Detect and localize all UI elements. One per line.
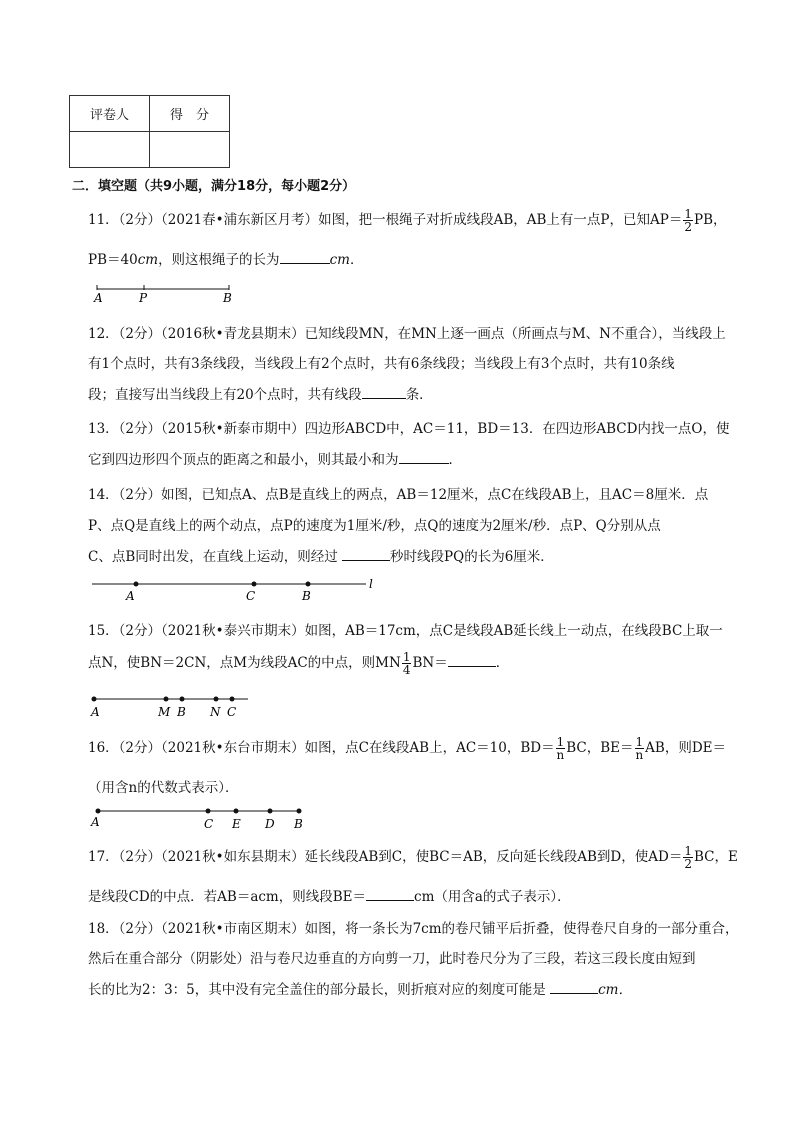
q16-point-b [297, 809, 302, 814]
q16-text-2: （用含n的代数式表示）． [88, 780, 239, 796]
q15-label-m: M [158, 705, 171, 719]
grader-header: 评卷人 [70, 96, 150, 132]
question-16 [88, 734, 728, 804]
question-13 [88, 417, 728, 477]
q14-label-b: B [302, 589, 311, 603]
score-header: 得 分 [150, 96, 230, 132]
q16-text-1c: AB，则DE＝ [645, 740, 727, 756]
q15-figure [88, 692, 258, 720]
q15-text-2c: ． [495, 655, 510, 671]
q15-label-n: N [210, 705, 221, 719]
q11-figure [88, 282, 248, 306]
q11-fraction: $\frac{1}{2}$ [684, 207, 692, 234]
q15-text-2b: BN＝ [412, 655, 448, 671]
question-18 [88, 917, 739, 1007]
q12-text-3a: 段；直接写出当线段上有20个点时，共有线段 [88, 387, 362, 403]
q16-text-1a: 16．（2分）（2021秋•东台市期末）如图，点C在线段AB上，AC＝10，BD＝ [88, 740, 555, 756]
q14-figure [88, 576, 388, 604]
q14-label-c: C [246, 589, 256, 603]
question-15 [88, 619, 728, 689]
q15-answer-blank[interactable] [448, 654, 496, 667]
q15-text-2a: 点N，使BN＝2CN，点M为线段AC的中点，则MN [88, 655, 401, 671]
q15-point-n [214, 697, 219, 702]
q15-label-b: B [177, 705, 186, 719]
q18-answer-blank[interactable] [550, 981, 598, 994]
q18-text-2: 然后在重合部分（阴影处）沿与卷尺边垂直的方向剪一刀，此时卷尺分为了三段，若这三段长度由短到 [88, 951, 696, 967]
question-14 [88, 483, 728, 573]
q11-unit-b: cm [329, 252, 350, 268]
q14-point-c [252, 582, 257, 587]
q16-figure [88, 803, 318, 831]
q14-text-2: P、点Q是直线上的两个动点，点P的速度为1厘米/秒，点Q的速度为2厘米/秒．点P、Q分别从点 [88, 518, 661, 534]
q14-label-l: l [369, 577, 373, 591]
q14-point-a [134, 582, 139, 587]
q15-point-b [180, 697, 185, 702]
q18-text-3a: 长的比为2：3：5，其中没有完全盖住的部分最长，则折痕对应的刻度可能是 [88, 982, 546, 998]
q14-text-3b: 秒时线段PQ的长为6厘米． [390, 549, 554, 565]
q12-text-3b: 条． [405, 387, 433, 403]
q17-text-1a: 17．（2分）（2021秋•如东县期末）延长线段AB到C，使BC＝AB，反向延长线段AB到D，使AD＝ [88, 849, 683, 865]
question-17 [88, 843, 738, 913]
q16-point-d [268, 809, 273, 814]
q17-text-1b: BC，E [693, 849, 738, 865]
q14-label-a: A [126, 589, 135, 603]
q12-answer-blank[interactable] [362, 386, 406, 399]
score-cell[interactable] [150, 132, 230, 168]
grader-cell[interactable] [70, 132, 150, 168]
q14-answer-blank[interactable] [342, 548, 390, 561]
q16-point-e [234, 809, 239, 814]
q16-label-c: C [204, 817, 214, 831]
q12-text-1: 12．（2分）（2016秋•青龙县期末）已知线段MN，在MN上逐一画点（所画点与M、N不重合），当线段上 [88, 326, 726, 342]
q16-label-d: D [265, 817, 275, 831]
q16-fraction-1: $\frac{1}{n}$ [556, 735, 565, 762]
q16-text-1b: BC，BE＝ [566, 740, 634, 756]
q15-label-a: A [91, 705, 100, 719]
q13-text-1: 13．（2分）（2015秋•新泰市期中）四边形ABCD中，AC＝11，BD＝13．在四边形ABCD内找一点O，使 [88, 421, 730, 437]
q11-text-2c: ，则这根绳子的长为 [158, 252, 280, 268]
q17-fraction: $\frac{1}{2}$ [684, 844, 692, 871]
q16-label-b: B [294, 817, 303, 831]
q18-text-3b: cm． [598, 982, 632, 998]
q15-text-1: 15．（2分）（2021秋•泰兴市期末）如图，AB＝17cm，点C是线段AB延长线上一动点，在线段BC上取一 [88, 623, 723, 639]
q11-text-1a: 11．（2分）（2021春•浦东新区月考）如图，把一根绳子对折成线段 [88, 212, 494, 228]
q12-text-2: 有1个点时，共有3条线段，当线段上有2个点时，共有6条线段；当线段上有3个点时，共有10条线 [88, 356, 675, 372]
q15-fraction: $\frac{1}{4}$ [402, 650, 411, 677]
q11-text-1b: AB，AB上有一点P，已知AP＝ [493, 212, 683, 228]
q14-point-b [306, 582, 311, 587]
q16-point-a [96, 809, 101, 814]
q17-text-2b: cm（用含a的式子表示）． [414, 889, 571, 905]
q15-label-c: C [227, 705, 237, 719]
q14-text-1: 14．（2分）如图，已知点A、点B是直线上的两点，AB＝12厘米，点C在线段AB上，且AC＝8厘米．点 [88, 487, 709, 503]
q11-text-2a: PB＝40 [88, 252, 138, 268]
q13-answer-blank[interactable] [399, 451, 449, 464]
q13-text-2b: ． [448, 452, 462, 468]
question-12 [88, 322, 728, 412]
q15-point-m [164, 697, 169, 702]
q17-answer-blank[interactable] [366, 888, 414, 901]
q17-text-2a: 是线段CD的中点．若AB＝acm，则线段BE＝ [88, 889, 367, 905]
q11-label-b: B [223, 291, 232, 305]
q11-answer-blank[interactable] [280, 251, 330, 264]
q11-label-a: A [94, 291, 103, 305]
q16-fraction-2: $\frac{1}{n}$ [635, 735, 644, 762]
q11-text-2e: ． [349, 252, 364, 268]
q11-text-1c: PB， [694, 212, 727, 228]
q18-text-1: 18．（2分）（2021秋•市南区期末）如图，将一条长为7cm的卷尺铺平后折叠，使得卷尺自身的一部分重合， [88, 921, 739, 937]
q16-label-a: A [91, 815, 100, 829]
q15-point-c [230, 697, 235, 702]
section-title: 二．填空题（共9小题，满分18分，每小题2分） [72, 179, 356, 194]
q14-text-3a: C、点B同时出发，在直线上运动，则经过 [88, 549, 338, 565]
q11-unit-a: cm [137, 252, 159, 268]
q13-text-2a: 它到四边形四个顶点的距离之和最小，则其最小和为 [88, 452, 399, 468]
q15-point-a [92, 697, 97, 702]
score-table [69, 95, 230, 168]
q16-point-c [206, 809, 211, 814]
q16-label-e: E [232, 817, 241, 831]
q11-label-p: P [139, 291, 148, 305]
